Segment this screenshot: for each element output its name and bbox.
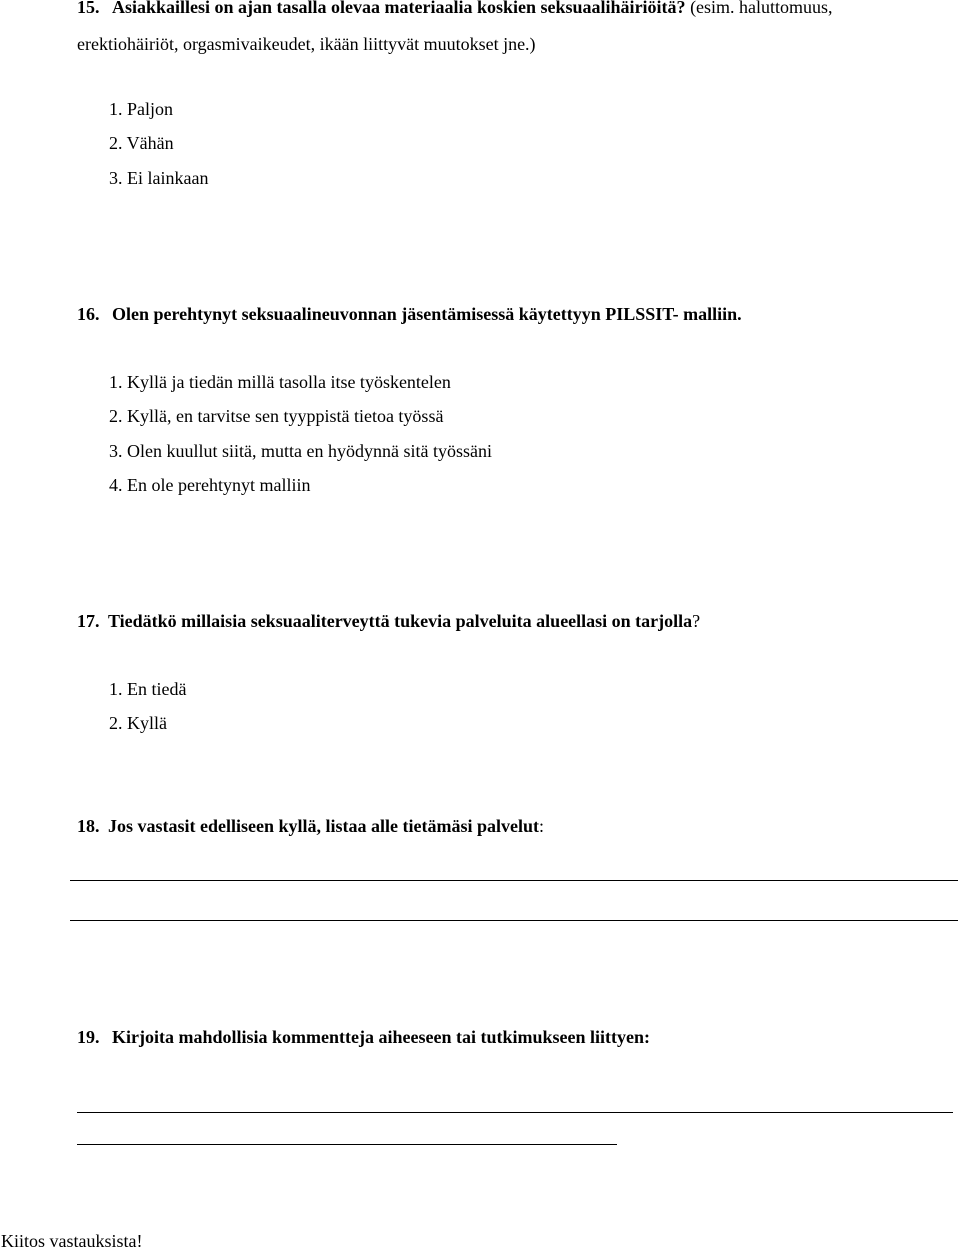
q17-option-2[interactable]: 2. Kyllä: [109, 713, 167, 733]
footer-thanks: Kiitos vastauksista!: [1, 1231, 143, 1251]
question-16-number: 16.: [77, 304, 100, 324]
q15-option-1[interactable]: 1. Paljon: [109, 99, 174, 119]
question-19-text: Kirjoita mahdollisia kommentteja aiheeseen tai tutkimukseen liittyen:: [112, 1027, 650, 1047]
question-17-text-tail: ?: [692, 611, 701, 631]
q16-option-1[interactable]: 1. Kyllä ja tiedän millä tasolla itse työskentelen: [109, 372, 451, 392]
question-15-text: Asiakkaillesi on ajan tasalla olevaa materiaalia koskien seksuaalihäiriöitä?: [112, 0, 686, 17]
q18-answer-line-2[interactable]: [70, 920, 958, 921]
q15-option-3[interactable]: 3. Ei lainkaan: [109, 168, 209, 188]
question-15-text-line2: erektiohäiriöt, orgasmivaikeudet, ikään liittyvät muutokset jne.): [77, 34, 536, 54]
question-17-title: [77, 610, 700, 632]
question-19-title: [77, 1026, 650, 1048]
question-18-number: 18.: [77, 816, 100, 836]
question-17-number: 17.: [77, 611, 100, 631]
question-15-text-tail: (esim. haluttomuus,: [690, 0, 833, 17]
q16-option-3[interactable]: 3. Olen kuullut siitä, mutta en hyödynnä sitä työssäni: [109, 441, 492, 461]
question-18-title: [77, 815, 544, 837]
question-15-title: [77, 0, 833, 18]
q16-option-4[interactable]: 4. En ole perehtynyt malliin: [109, 475, 311, 495]
q19-answer-line-2[interactable]: [77, 1144, 617, 1145]
question-19-number: 19.: [77, 1027, 100, 1047]
q18-answer-line-1[interactable]: [70, 880, 958, 881]
question-18-text: Jos vastasit edelliseen kyllä, listaa alle tietämäsi palvelut: [108, 816, 539, 836]
q17-option-1[interactable]: 1. En tiedä: [109, 679, 187, 699]
q16-option-2[interactable]: 2. Kyllä, en tarvitse sen tyyppistä tietoa työssä: [109, 406, 444, 426]
question-16-title: [77, 303, 742, 325]
q15-option-2[interactable]: 2. Vähän: [109, 133, 174, 153]
question-18-text-tail: :: [538, 816, 544, 836]
question-17-text: Tiedätkö millaisia seksuaaliterveyttä tukevia palveluita alueellasi on tarjolla: [108, 611, 693, 631]
question-16-text: Olen perehtynyt seksuaalineuvonnan jäsentämisessä käytettyyn PILSSIT- malliin.: [112, 304, 742, 324]
question-15-number: 15.: [77, 0, 100, 17]
q19-answer-line-1[interactable]: [77, 1112, 953, 1113]
